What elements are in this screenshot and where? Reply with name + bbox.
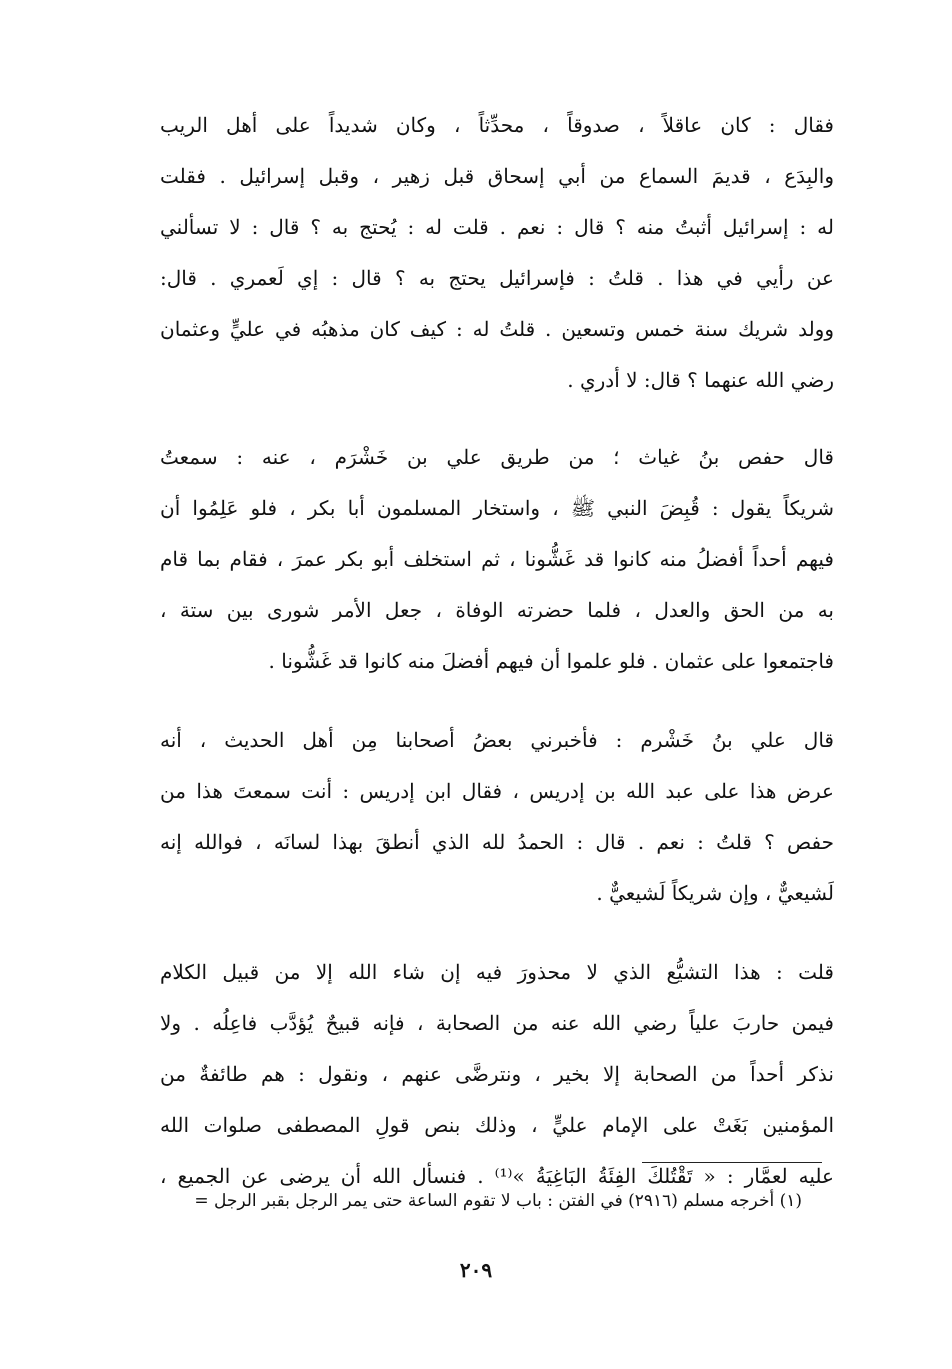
text-line: فيهم أحداً أفضلُ منه كانوا قد غَشُّونا ، ثم استخلف أبو بكر عمرَ ، فقام بما قام <box>160 547 834 571</box>
text-line: عليه لعمَّار : « تَقْتُلكَ الفِئَةُ البَاغِيَةُ »⁽¹⁾ . فنسأل الله أن يرضى عن الجميع ، <box>160 1164 834 1188</box>
footnote: (١) أخرجه مسلم (٢٩١٦) في الفتن : باب لا تقوم الساعة حتى يمر الرجل بقبر الرجل = <box>194 1191 802 1211</box>
text-line: قال حفص بنُ غياث ؛ من طريق علي بن خَشْرَم ، عنه : سمعتُ <box>160 445 834 469</box>
text-line: قال علي بنُ خَشْرم : فأخبرني بعضُ أصحابنا مِن أهل الحديث ، أنه <box>160 728 834 752</box>
text-line: وولد شريك سنة خمس وتسعين . قلتُ له : كيف كان مذهبُه في عليٍّ وعثمان <box>160 317 834 341</box>
paragraph-1 <box>160 100 834 406</box>
text-line: حفص ؟ قلتُ : نعم . قال : الحمدُ لله الذي أنطقَ بهذا لسانَه ، فوالله إنه <box>160 830 834 854</box>
text-line: عرض هذا على عبد الله بن إدريس ، فقال ابن إدريس : أنت سمعتَ هذا من <box>160 779 834 803</box>
text-line: لَشيعيٌّ ، وإن شريكاً لَشيعيٌّ . <box>596 881 834 905</box>
text-line: فقال : كان عاقلاً ، صدوقاً ، محدِّثاً ، وكان شديداً على أهل الريب <box>160 113 834 137</box>
text-line: فاجتمعوا على عثمان . فلو علموا أن فيهم أفضلَ منه كانوا قد غَشُّونا . <box>268 649 834 673</box>
text-line: عن رأيي في هذا . قلتُ : فإسرائيل يحتج به ؟ قال : إي لَعمري . قال: <box>160 266 834 290</box>
page-number: ٢٠٩ <box>459 1258 493 1282</box>
text-line: له : إسرائيل أثبتُ منه ؟ قال : نعم . قلت له : يُحتج به ؟ قال : لا تسألني <box>160 215 834 239</box>
text-line: رضي الله عنهما ؟ قال: لا أدري . <box>567 368 834 392</box>
text-line: به من الحق والعدل ، فلما حضرته الوفاة ، جعل الأمر شورى بين ستة ، <box>160 598 834 622</box>
text-line: والبِدَع ، قديمَ السماع من أبي إسحاق قبل زهير ، وقبل إسرائيل . فقلت <box>160 164 834 188</box>
text-line: المؤمنين بَغَتْ على الإمام عليٍّ ، وذلك بنص قولِ المصطفى صلوات الله <box>160 1113 834 1137</box>
text-line: شريكاً يقول : قُبِضَ النبي ﷺ ، واستخار المسلمون أبا بكر ، فلو عَلِمُوا أن <box>160 496 834 520</box>
text-line: قلت : هذا التشيُّع الذي لا محذورَ فيه إن شاء الله إلا من قبيل الكلام <box>160 960 834 984</box>
text-line: فيمن حاربَ علياً رضي الله عنه من الصحابة ، فإنه قبيحٌ يُؤدَّب فاعِلُه . ولا <box>160 1011 834 1035</box>
page-body <box>160 100 834 1202</box>
paragraph-4 <box>160 947 834 1202</box>
text-line: نذكر أحداً من الصحابة إلا بخير ، ونترضَّى عنهم ، ونقول : هم طائفةٌ من <box>160 1062 834 1086</box>
paragraph-2 <box>160 432 834 687</box>
paragraph-3 <box>160 715 834 919</box>
footnote-divider <box>642 1162 822 1163</box>
